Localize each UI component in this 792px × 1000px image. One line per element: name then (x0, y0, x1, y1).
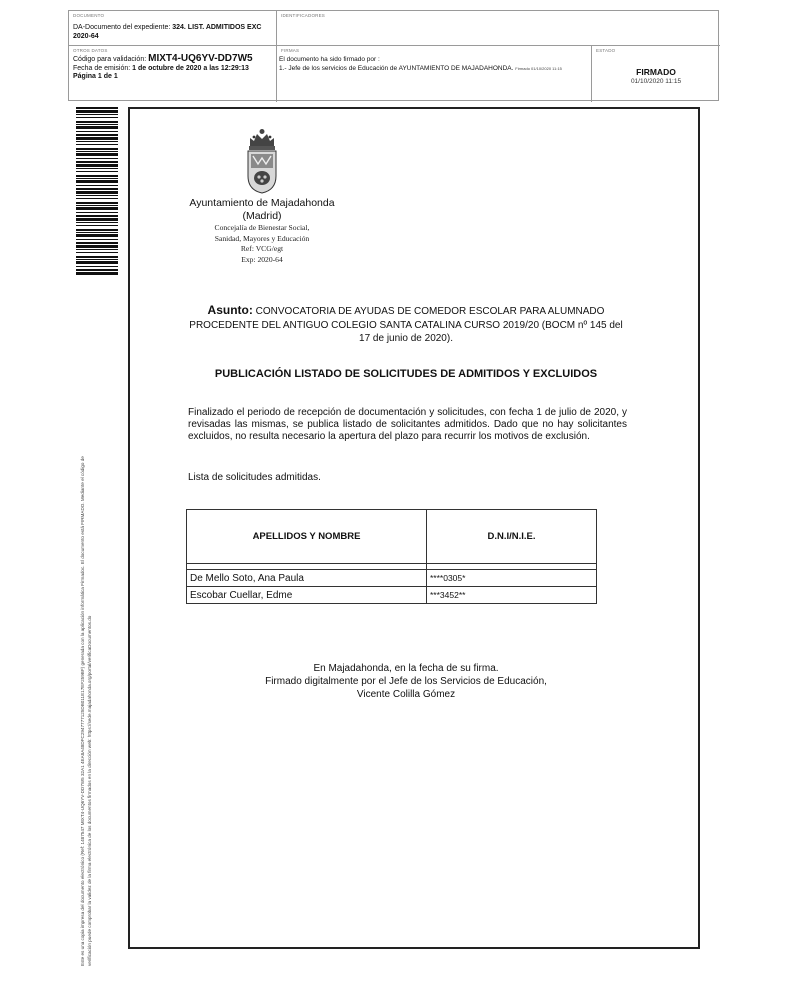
reference: Ref: VCG/egt (240, 244, 284, 253)
barcode-bar (76, 234, 118, 237)
barcode-bar (76, 168, 118, 169)
page-count: Página 1 de 1 (73, 73, 118, 80)
status-badge: FIRMADO (636, 67, 676, 77)
organization-region: (Madrid) (242, 210, 282, 222)
barcode-bar (76, 137, 118, 140)
barcode-bar (76, 126, 118, 129)
barcode-bar (76, 207, 118, 210)
barcode-bar (76, 232, 118, 233)
barcode-bar (76, 110, 118, 113)
identificadores-caption: IDENTIFICADORES (281, 13, 326, 18)
barcode-bar (76, 249, 118, 250)
barcode-bar (76, 252, 118, 253)
documento-caption: DOCUMENTO (73, 13, 105, 18)
barcode-bar (76, 171, 118, 172)
expediente-id: 324. LIST. ADMITIDOS EXC 2020-64 (73, 24, 262, 40)
department-line-2: Sanidad, Mayores y Educación (214, 233, 310, 243)
firmas-caption: FIRMAS (281, 48, 300, 53)
barcode-bar (76, 245, 118, 248)
applicant-dni: ****0305* (427, 570, 597, 587)
barcode-bar (76, 180, 118, 183)
letterhead (186, 197, 338, 265)
estado-cell (592, 46, 720, 102)
barcode-bar (76, 158, 118, 159)
barcode-bar (76, 124, 118, 125)
firmas-cell (277, 46, 592, 102)
emission-date: 1 de octubre de 2020 a las 12:29:13 (132, 64, 249, 72)
barcode-bar (76, 212, 118, 213)
barcode-bar (76, 269, 118, 271)
barcode-bar (76, 261, 118, 264)
organization-name: Ayuntamiento de Majadahonda (189, 197, 335, 209)
documento-cell (69, 11, 277, 46)
signer-entry: 1.- Jefe de los servicios de Educación de AYUNTAMIENTO DE MAJADAHONDA. Firmado 01/10/2020 11:15 (279, 64, 562, 72)
barcode-bar (76, 205, 118, 206)
otros-datos-cell: OTROS DATOS Código para validación: MIXT4-UQ6YV-DD7W5 Fecha de emisión: 1 de octubre de 2020 a las 12:29:13 Página 1 de 1 (69, 46, 277, 102)
subject-text: CONVOCATORIA DE AYUDAS DE COMEDOR ESCOLAR PARA ALUMNADO PROCEDENTE DEL ANTIGUO COLEGIO SANTA CATALINA CURSO 2019/20 (BOCM nº 145 del 17 de junio de 2020). (189, 306, 623, 344)
barcode-bar (76, 256, 118, 258)
estado-caption: ESTADO (596, 48, 616, 53)
barcode-bar (76, 144, 118, 145)
barcode-bar (76, 222, 118, 223)
barcode-bar (76, 218, 118, 221)
barcode-bar (76, 114, 118, 115)
otros-caption: OTROS DATOS (73, 48, 108, 53)
barcode-bar (76, 121, 118, 123)
barcode-bar (76, 153, 118, 156)
identificadores-cell (277, 11, 720, 46)
expediente: Exp: 2020-64 (241, 254, 283, 264)
barcode-bar (76, 259, 118, 260)
barcode-bar (76, 148, 118, 150)
barcode-bar (76, 161, 118, 163)
applicant-dni: ***3452** (427, 587, 597, 604)
section-heading: PUBLICACIÓN LISTADO DE SOLICITUDES DE ADMITIDOS Y EXCLUIDOS (214, 368, 598, 380)
barcode-bar (76, 215, 118, 217)
table-row (187, 570, 597, 587)
barcode-bar (76, 151, 118, 152)
validation-code: MIXT4-UQ6YV-DD7W5 (148, 53, 253, 64)
signature-role: Firmado digitalmente por el Jefe de los Servicios de Educación, (265, 675, 547, 687)
applicant-name: Escobar Cuellar, Edme (187, 587, 427, 604)
barcode-bar (76, 131, 118, 132)
admitted-table (186, 509, 597, 604)
barcode-bar (76, 188, 118, 190)
verification-legal-text: Este es una copia impresa del documento electrónico (Ref: 1487547 MIXT4-UQ6YV-DD7W5 32A1 4EA8A48DFC2947777125DB011E17EF259BF) generada con la aplicación informática Firmadoc. El documento está FIRMADO. Mediante el código de verificación puede comprobar la validez de la firma electrónica de los documentos firmados en la dirección web: https://sede.majadahonda.org/portal/verificaDocumentos.do (80, 456, 92, 966)
signature-block (188, 663, 624, 701)
barcode-bar (76, 195, 118, 196)
firmas-intro: El documento ha sido firmado por : (279, 56, 380, 63)
signatory-name: Vicente Colilla Gómez (356, 688, 456, 700)
body-paragraph: Finalizado el periodo de recepción de documentación y solicitudes, con fecha 1 de julio de 2020, y revisadas las mismas, se publica listado de solicitantes admitidos. Dado que no hay solicitantes excluidos, no resulta necesario la apertura del plazo para recurrir los motivos de exclusión. (188, 407, 627, 443)
barcode-bar (76, 191, 118, 194)
list-label: Lista de solicitudes admitidas. (188, 472, 321, 483)
department-line-1: Concejalía de Bienestar Social, (214, 223, 310, 232)
barcode-bar (76, 175, 118, 177)
barcode-bar (76, 239, 118, 240)
barcode-bar (76, 272, 118, 275)
documento-value: DA-Documento del expediente: 324. LIST. ADMITIDOS EXC 2020-64 (73, 24, 262, 40)
column-header-name: APELLIDOS Y NOMBRE (187, 510, 427, 564)
barcode-bar (76, 185, 118, 186)
document-metadata-box (68, 10, 719, 101)
subject (188, 304, 624, 346)
status-date: 01/10/2020 11:15 (630, 78, 682, 85)
municipal-crest-icon (244, 128, 280, 194)
barcode-bar (76, 107, 118, 109)
barcode-bar (76, 202, 118, 204)
barcode-bar (76, 198, 118, 199)
barcode-bar (76, 266, 118, 267)
applicant-name: De Mello Soto, Ana Paula (187, 570, 427, 587)
table-row (187, 587, 597, 604)
barcode-bar (76, 141, 118, 142)
subject-label: Asunto: (207, 303, 253, 317)
column-header-dni: D.N.I/N.I.E. (427, 510, 597, 564)
barcode-bar (76, 242, 118, 244)
signature-place-date: En Majadahonda, en la fecha de su firma. (313, 663, 499, 674)
barcode-bar (76, 164, 118, 167)
barcode-bar (76, 178, 118, 179)
barcode-bar (76, 229, 118, 231)
table-header-row (187, 510, 597, 564)
barcode (76, 107, 118, 275)
barcode-bar (76, 117, 118, 118)
barcode-bar (76, 225, 118, 226)
barcode-bar (76, 134, 118, 136)
